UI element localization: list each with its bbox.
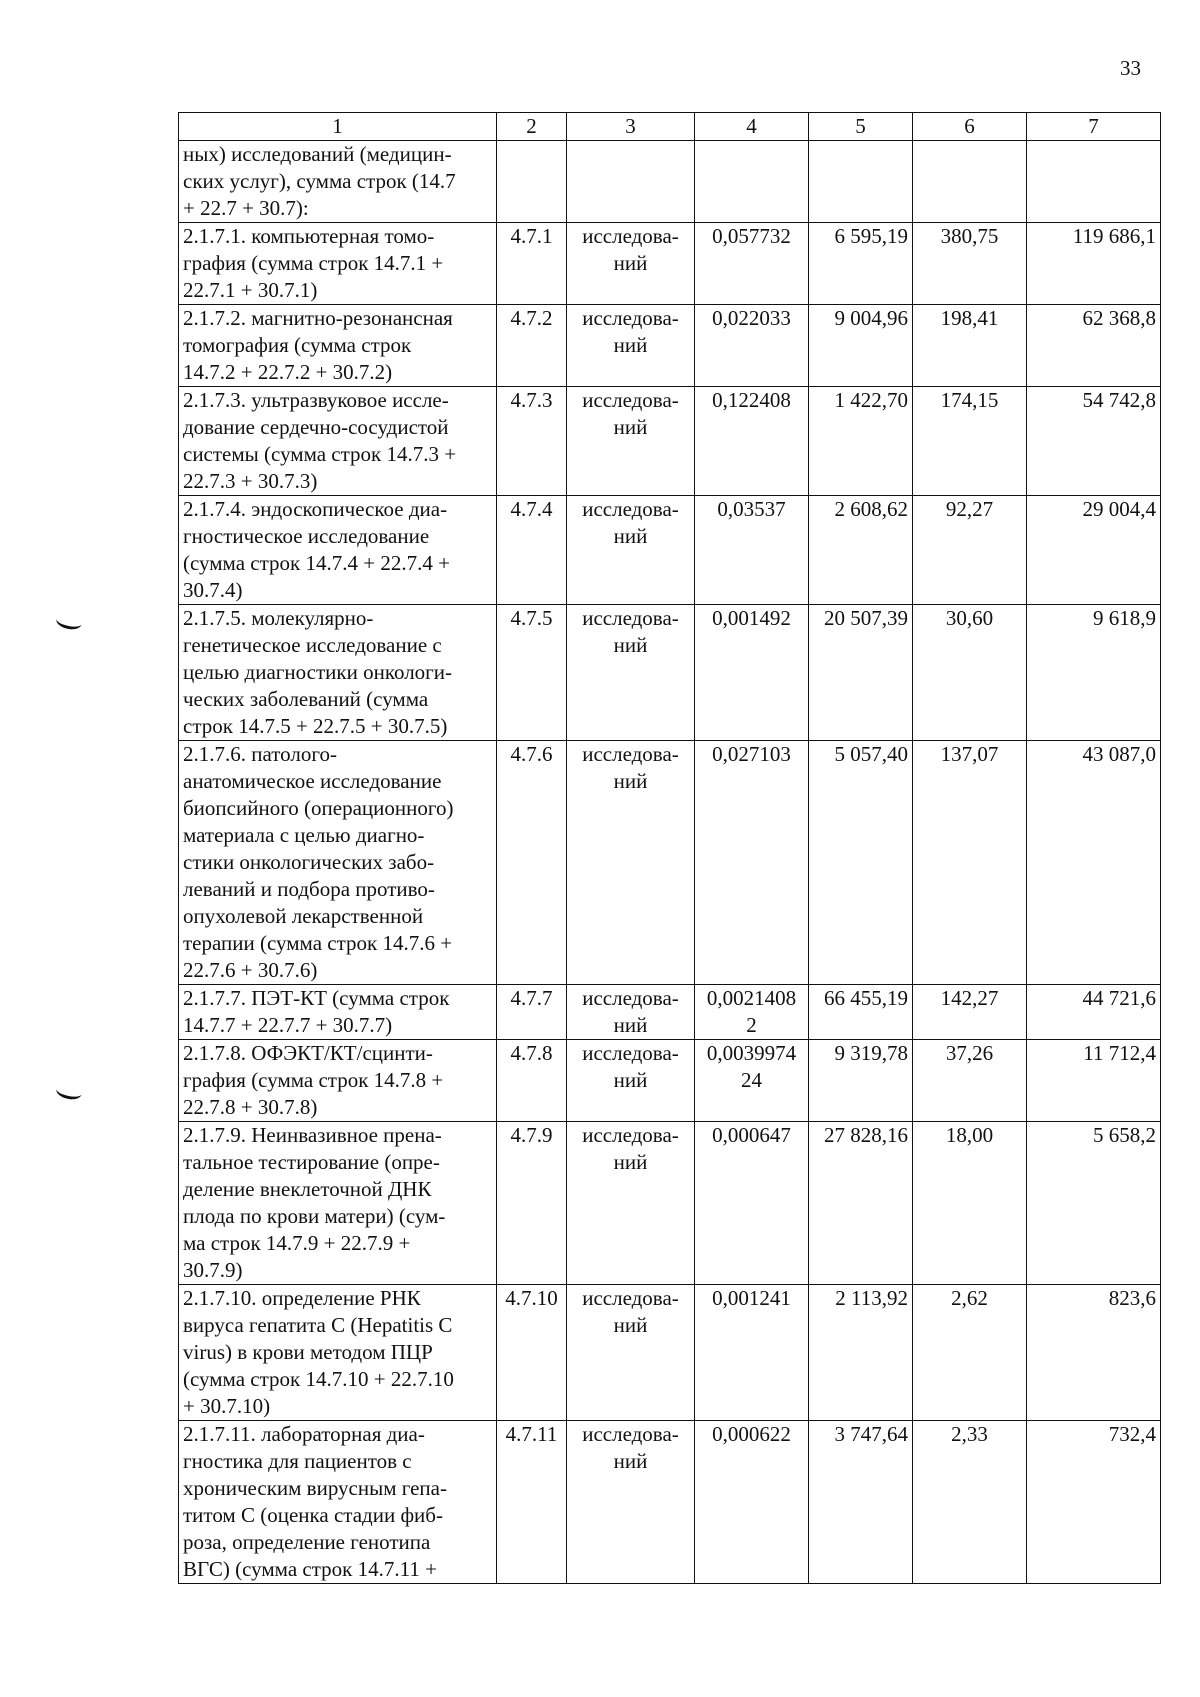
cell-text: 5 658,2 <box>1093 1123 1156 1147</box>
table-cell-c6 <box>913 741 1027 985</box>
cell-text: исследова- ний <box>582 986 679 1037</box>
table-cell-c3 <box>567 605 695 741</box>
table-cell-c2 <box>497 605 567 741</box>
cell-text: 44 721,6 <box>1082 986 1156 1010</box>
cell-text: 9 618,9 <box>1093 606 1156 630</box>
table-cell-c7 <box>1027 305 1161 387</box>
cell-text: исследова- ний <box>582 742 679 793</box>
table-cell-c2 <box>497 1122 567 1285</box>
cell-text: 30,60 <box>945 606 994 630</box>
cell-text: 37,26 <box>945 1041 994 1065</box>
column-header: 5 <box>809 113 913 141</box>
cell-text: 29 004,4 <box>1082 497 1156 521</box>
cell-text: 823,6 <box>1108 1286 1156 1310</box>
cell-text: 5 057,40 <box>834 742 908 766</box>
table-cell-c5 <box>809 741 913 985</box>
table-cell-c7 <box>1027 741 1161 985</box>
table-cell-c3 <box>567 141 695 223</box>
table-cell-c7 <box>1027 496 1161 605</box>
cell-text: 1 422,70 <box>834 388 908 412</box>
table-cell-c7 <box>1027 1285 1161 1421</box>
cell-text: 2.1.7.2. магнитно-резонансная томография (сумма строк 14.7.2 + 22.7.2 + 30.7.2) <box>183 306 453 384</box>
cell-text: 20 507,39 <box>824 606 908 630</box>
table-cell-c2 <box>497 496 567 605</box>
table-cell-c2 <box>497 305 567 387</box>
page-number: 33 <box>1120 56 1141 80</box>
cell-text: 2 608,62 <box>834 497 908 521</box>
cell-text: 2.1.7.4. эндоскопическое диа- гностическое исследование (сумма строк 14.7.4 + 22.7.4 + 30.7.4) <box>183 497 450 602</box>
cell-text: 2.1.7.7. ПЭТ-КТ (сумма строк 14.7.7 + 22.7.7 + 30.7.7) <box>183 986 450 1037</box>
cell-text: 2.1.7.6. патолого- анатомическое исследование биопсийного (операционного) материала с целью диагно- стики онкологических забо- леваний и подбора противо- опухолевой лекарственной терапии (сумма строк 14.7.6 + 22.7.6 + 30.7.6) <box>183 742 454 982</box>
cell-text: 4.7.8 <box>510 1041 553 1065</box>
cell-text: исследова- ний <box>582 1286 679 1337</box>
cell-text: 4.7.5 <box>510 606 553 630</box>
table-cell-c3 <box>567 1285 695 1421</box>
table-cell-c3 <box>567 1122 695 1285</box>
table-cell-c2 <box>497 223 567 305</box>
cell-text: 732,4 <box>1108 1422 1156 1446</box>
table-cell-c5 <box>809 223 913 305</box>
cell-text: исследова- ний <box>582 224 679 275</box>
cell-text: 142,27 <box>940 986 999 1010</box>
table-cell-c5 <box>809 496 913 605</box>
table-cell-c3 <box>567 985 695 1040</box>
table-cell-c7 <box>1027 1040 1161 1122</box>
table-cell-c2 <box>497 741 567 985</box>
cell-text: 2,62 <box>951 1286 988 1310</box>
table-cell-c2 <box>497 1285 567 1421</box>
table-row <box>179 305 1161 387</box>
data-table <box>178 112 1161 1584</box>
cell-text: 198,41 <box>940 306 999 330</box>
table-cell-c3 <box>567 496 695 605</box>
table-cell-c7 <box>1027 1122 1161 1285</box>
cell-text: исследова- ний <box>582 388 679 439</box>
cell-text: 9 319,78 <box>834 1041 908 1065</box>
table-cell-c3 <box>567 741 695 985</box>
table-cell-c3 <box>567 1421 695 1584</box>
table-cell-c4 <box>695 141 809 223</box>
table-row <box>179 1421 1161 1584</box>
table-cell-c7 <box>1027 223 1161 305</box>
cell-text: 4.7.10 <box>505 1286 558 1310</box>
cell-text: 54 742,8 <box>1082 388 1156 412</box>
table-cell-c7 <box>1027 1421 1161 1584</box>
table-cell-c5 <box>809 1122 913 1285</box>
cell-text: 11 712,4 <box>1083 1041 1156 1065</box>
table-cell-c4 <box>695 741 809 985</box>
table-cell-c6 <box>913 985 1027 1040</box>
table-row <box>179 985 1161 1040</box>
cell-text: 2.1.7.10. определение РНК вируса гепатита С (Hepatitis C virus) в крови методом ПЦР (сумма строк 14.7.10 + 22.7.10 + 30.7.10) <box>183 1286 454 1418</box>
cell-text: 0,0039974 24 <box>706 1041 797 1092</box>
cell-text: 4.7.7 <box>510 986 553 1010</box>
cell-text: 27 828,16 <box>824 1123 908 1147</box>
table-cell-c2 <box>497 1040 567 1122</box>
table-cell-c2 <box>497 985 567 1040</box>
table-cell-c4 <box>695 1122 809 1285</box>
cell-text: 119 686,1 <box>1072 224 1156 248</box>
cell-text: 2.1.7.9. Неинвазивное прена- тальное тестирование (опре- деление внеклеточной ДНК плода по крови матери) (сум- ма строк 14.7.9 + 22.7.9 + 30.7.9) <box>183 1123 446 1282</box>
table-cell-c4 <box>695 387 809 496</box>
table-row <box>179 1285 1161 1421</box>
table-cell-c7 <box>1027 387 1161 496</box>
cell-text: 2,33 <box>951 1422 988 1446</box>
table-row <box>179 223 1161 305</box>
table-cell-c7 <box>1027 141 1161 223</box>
table-cell-c6 <box>913 1421 1027 1584</box>
cell-text: 2.1.7.1. компьютерная томо- графия (сумма строк 14.7.1 + 22.7.1 + 30.7.1) <box>183 224 444 302</box>
cell-text: 380,75 <box>940 224 999 248</box>
cell-text: 0,000622 <box>712 1422 791 1446</box>
table-cell-c5 <box>809 1285 913 1421</box>
cell-text: 0,022033 <box>712 306 791 330</box>
column-header: 2 <box>497 113 567 141</box>
table-row <box>179 141 1161 223</box>
cell-text: 4.7.11 <box>505 1422 558 1446</box>
cell-text: 0,057732 <box>712 224 791 248</box>
table-cell-c5 <box>809 1421 913 1584</box>
table-cell-c6 <box>913 496 1027 605</box>
table-cell-c6 <box>913 605 1027 741</box>
cell-text: 66 455,19 <box>824 986 908 1010</box>
table-cell-c2 <box>497 141 567 223</box>
column-header: 4 <box>695 113 809 141</box>
cell-text: 0,0021408 2 <box>706 986 797 1037</box>
cell-text: 0,001241 <box>712 1286 791 1310</box>
table-cell-c3 <box>567 223 695 305</box>
table-cell-c6 <box>913 1285 1027 1421</box>
cell-text: исследова- ний <box>582 1041 679 1092</box>
cell-text: 4.7.6 <box>510 742 553 766</box>
table-cell-c5 <box>809 605 913 741</box>
table-cell-c1 <box>179 141 497 223</box>
table-cell-c6 <box>913 141 1027 223</box>
table-cell-c4 <box>695 605 809 741</box>
table-cell-c3 <box>567 1040 695 1122</box>
cell-text: 43 087,0 <box>1082 742 1156 766</box>
cell-text: 2.1.7.5. молекулярно- генетическое исследование с целью диагностики онкологи- ческих заболеваний (сумма строк 14.7.5 + 22.7.5 + 30.7.5) <box>183 606 453 738</box>
table-cell-c5 <box>809 985 913 1040</box>
cell-text: 2.1.7.3. ультразвуковое иссле- дование сердечно-сосудистой системы (сумма строк 14.7.3 + 22.7.3 + 30.7.3) <box>183 388 457 493</box>
cell-text: исследова- ний <box>582 606 679 657</box>
cell-text: 92,27 <box>945 497 994 521</box>
table-cell-c5 <box>809 305 913 387</box>
table-cell-c7 <box>1027 605 1161 741</box>
cell-text: 4.7.3 <box>510 388 553 412</box>
table-cell-c6 <box>913 1040 1027 1122</box>
column-header: 6 <box>913 113 1027 141</box>
cell-text: 4.7.1 <box>510 224 553 248</box>
table-header-row <box>179 113 1161 141</box>
cell-text: 9 004,96 <box>834 306 908 330</box>
table-cell-c1 <box>179 741 497 985</box>
cell-text: 0,122408 <box>712 388 791 412</box>
table-cell-c5 <box>809 1040 913 1122</box>
cell-text: 62 368,8 <box>1082 306 1156 330</box>
table-cell-c1 <box>179 223 497 305</box>
table-cell-c1 <box>179 305 497 387</box>
table-cell-c5 <box>809 141 913 223</box>
table-cell-c6 <box>913 305 1027 387</box>
cell-text: исследова- ний <box>582 497 679 548</box>
cell-text: 4.7.2 <box>510 306 553 330</box>
cell-text: 174,15 <box>940 388 999 412</box>
cell-text: исследова- ний <box>582 1422 679 1473</box>
cell-text: 0,001492 <box>712 606 791 630</box>
table-row <box>179 496 1161 605</box>
cell-text: 0,027103 <box>712 742 791 766</box>
table-cell-c3 <box>567 305 695 387</box>
table-row <box>179 605 1161 741</box>
cell-text: 2.1.7.8. ОФЭКТ/КТ/сцинти- графия (сумма строк 14.7.8 + 22.7.8 + 30.7.8) <box>183 1041 444 1119</box>
table-cell-c1 <box>179 387 497 496</box>
table-cell-c1 <box>179 496 497 605</box>
table-cell-c1 <box>179 1285 497 1421</box>
cell-text: ных) исследований (медицин- ских услуг), сумма строк (14.7 + 22.7 + 30.7): <box>183 142 456 220</box>
column-header: 1 <box>179 113 497 141</box>
table-cell-c4 <box>695 1040 809 1122</box>
cell-text: 2.1.7.11. лабораторная диа- гностика для пациентов с хроническим вирусным гепа- титом С (оценка стадии фиб- роза, определение генотипа ВГС) (сумма строк 14.7.11 + <box>183 1422 447 1581</box>
table-cell-c4 <box>695 1285 809 1421</box>
table-cell-c6 <box>913 223 1027 305</box>
table-cell-c5 <box>809 387 913 496</box>
cell-text: исследова- ний <box>582 306 679 357</box>
table-cell-c2 <box>497 1421 567 1584</box>
table-cell-c2 <box>497 387 567 496</box>
table-cell-c6 <box>913 1122 1027 1285</box>
cell-text: 0,03537 <box>717 497 786 521</box>
table-cell-c1 <box>179 1421 497 1584</box>
table-row <box>179 387 1161 496</box>
cell-text: 6 595,19 <box>834 224 908 248</box>
table-cell-c3 <box>567 387 695 496</box>
table-cell-c4 <box>695 223 809 305</box>
table-cell-c1 <box>179 605 497 741</box>
cell-text: 137,07 <box>940 742 999 766</box>
column-header: 3 <box>567 113 695 141</box>
cell-text: 4.7.9 <box>510 1123 553 1147</box>
table-cell-c4 <box>695 496 809 605</box>
table-row <box>179 741 1161 985</box>
table-cell-c4 <box>695 1421 809 1584</box>
table-cell-c1 <box>179 1040 497 1122</box>
table-cell-c4 <box>695 305 809 387</box>
cell-text: исследова- ний <box>582 1123 679 1174</box>
table-cell-c1 <box>179 1122 497 1285</box>
table-cell-c7 <box>1027 985 1161 1040</box>
table-row <box>179 1122 1161 1285</box>
cell-text: 3 747,64 <box>834 1422 908 1446</box>
table-cell-c1 <box>179 985 497 1040</box>
scan-mark <box>55 1081 84 1101</box>
table-cell-c4 <box>695 985 809 1040</box>
cell-text: 18,00 <box>945 1123 994 1147</box>
column-header: 7 <box>1027 113 1161 141</box>
table-cell-c6 <box>913 387 1027 496</box>
cell-text: 0,000647 <box>712 1123 791 1147</box>
cell-text: 2 113,92 <box>835 1286 908 1310</box>
table-row <box>179 1040 1161 1122</box>
cell-text: 4.7.4 <box>510 497 553 521</box>
scan-mark <box>55 611 84 631</box>
